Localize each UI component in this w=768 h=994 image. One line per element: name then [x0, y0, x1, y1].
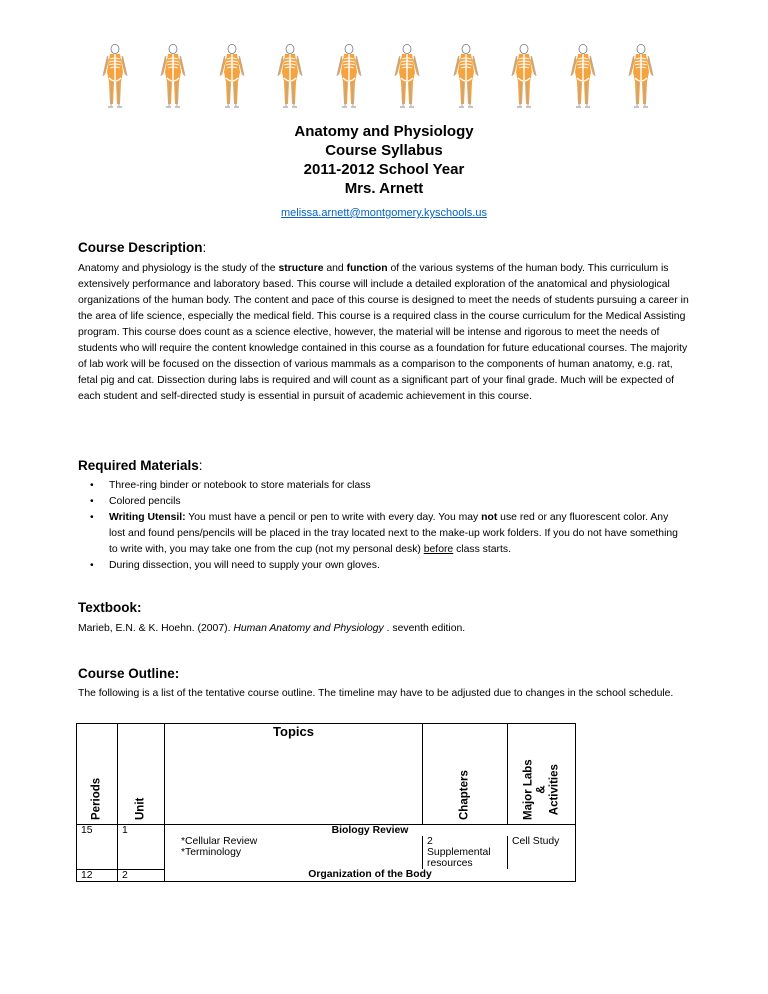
- teacher-name: Mrs. Arnett: [344, 180, 424, 197]
- description-text: of the various systems of the human body. This curriculum is extensively performance and laboratory based. This course will include a detailed exploration of the anatomical and physiological organizations of the human body. The content and pace of this course is designed to meet the needs of students pursuing a career in the area of life science, especially the medical field. This course is a required class in the course curriculum for the Medical Assisting program. This course does count as a science elective, however, the material will be intense and rigorous to meet the needs of students who will require the content knowledge contained in this course as a foundation for future educational courses. The majority of lab work will be focused on the dissection of various mammals as a comparison to the components of human anatomy, e.g. rat, fetal pig and cat. Dissection during labs is required and will count as a significant part of your final grade. Much will be expected of each student and self-directed study is essential in pursuit of academic achievement in this course.: [78, 263, 689, 402]
- unit1-title: Biology Review: [165, 825, 576, 837]
- header-periods-label: Periods: [90, 777, 103, 820]
- course-outline-heading: Course Outline:: [78, 666, 180, 681]
- table-row: [77, 825, 576, 837]
- skeleton-icon: [390, 44, 424, 108]
- heading-colon: :: [198, 458, 203, 473]
- skeleton-icon: [156, 44, 190, 108]
- list-item: • Colored pencils: [78, 494, 678, 510]
- list-item: • During dissection, you will need to supply your own gloves.: [78, 558, 678, 574]
- course-description-text: [78, 261, 690, 405]
- header-chapters-label: Chapters: [458, 770, 471, 820]
- unit1-topics: [165, 836, 423, 869]
- course-outline-intro: The following is a list of the tentative course outline. The timeline may have to be adjusted due to changes in the school schedule.: [78, 688, 674, 699]
- heading-colon: :: [202, 240, 207, 255]
- skeleton-icon: [624, 44, 658, 108]
- table-row: [77, 869, 576, 881]
- list-item: • Three-ring binder or notebook to store materials for class: [78, 478, 678, 494]
- unit1-number: 1: [118, 825, 165, 870]
- skeleton-icon: [332, 44, 366, 108]
- unit2-number: 2: [118, 869, 165, 881]
- description-text: and: [323, 263, 347, 274]
- textbook-citation: [78, 621, 690, 637]
- labs-line-3: Activities: [548, 764, 560, 816]
- chapter-item: Supplemental: [427, 847, 491, 858]
- emphasis-not: not: [481, 512, 498, 523]
- table-header-row: [77, 724, 576, 825]
- textbook-heading: Textbook:: [78, 600, 142, 615]
- title-block: [0, 122, 768, 198]
- school-year: 2011-2012 School Year: [303, 161, 465, 178]
- header-periods: [77, 724, 118, 825]
- writing-utensil-label: Writing Utensil:: [109, 512, 186, 523]
- unit1-labs: Cell Study: [508, 836, 576, 869]
- list-item: [78, 510, 678, 558]
- skeleton-decoration-row: [98, 44, 658, 110]
- heading-text: Required Materials: [78, 458, 199, 473]
- header-labs: [508, 724, 576, 825]
- unit1-chapters: [423, 836, 508, 869]
- labs-line-1: Major Labs: [522, 759, 534, 820]
- citation-edition: . seventh edition.: [383, 623, 466, 634]
- labs-line-2: &: [535, 785, 547, 794]
- list-text: class starts.: [453, 544, 511, 555]
- header-unit: [118, 724, 165, 825]
- header-unit-label: Unit: [134, 797, 147, 820]
- document-type: Course Syllabus: [325, 142, 443, 159]
- header-topics: Topics: [165, 724, 423, 825]
- skeleton-icon: [566, 44, 600, 108]
- skeleton-icon: [449, 44, 483, 108]
- unit1-periods: 15: [77, 825, 118, 870]
- emphasis-before: before: [423, 544, 454, 555]
- course-outline-table: [76, 723, 576, 882]
- skeleton-icon: [273, 44, 307, 108]
- skeleton-icon: [98, 44, 132, 108]
- description-text: Anatomy and physiology is the study of the: [78, 263, 279, 274]
- topic-item: *Terminology: [181, 847, 242, 858]
- course-title: Anatomy and Physiology: [294, 123, 474, 140]
- chapter-item: 2: [427, 836, 433, 847]
- list-text: You must have a pencil or pen to write with every day. You may: [185, 512, 482, 523]
- heading-text: Course Description: [78, 240, 203, 255]
- skeleton-icon: [507, 44, 541, 108]
- teacher-email-link[interactable]: melissa.arnett@montgomery.kyschools.us: [281, 207, 487, 219]
- keyword-structure: structure: [278, 263, 324, 274]
- topic-item: *Cellular Review: [181, 836, 258, 847]
- chapter-item: resources: [427, 858, 473, 869]
- unit2-periods: 12: [77, 869, 118, 881]
- unit2-title: Organization of the Body: [165, 869, 576, 881]
- course-description-heading: [78, 240, 206, 255]
- materials-list: [78, 478, 678, 574]
- list-text: use red or any fluorescent color. Any lost and found pens/pencils will be placed in the tray located next to the make-up work folders. If you do not have something to write with, you may take one from the cup (not my personal desk): [109, 512, 678, 555]
- skeleton-icon: [215, 44, 249, 108]
- citation-authors: Marieb, E.N. & K. Hoehn. (2007).: [78, 623, 234, 634]
- required-materials-heading: [78, 458, 203, 473]
- keyword-function: function: [346, 263, 388, 274]
- header-chapters: [423, 724, 508, 825]
- header-labs-label: [522, 759, 561, 820]
- citation-title: Human Anatomy and Physiology: [233, 623, 384, 634]
